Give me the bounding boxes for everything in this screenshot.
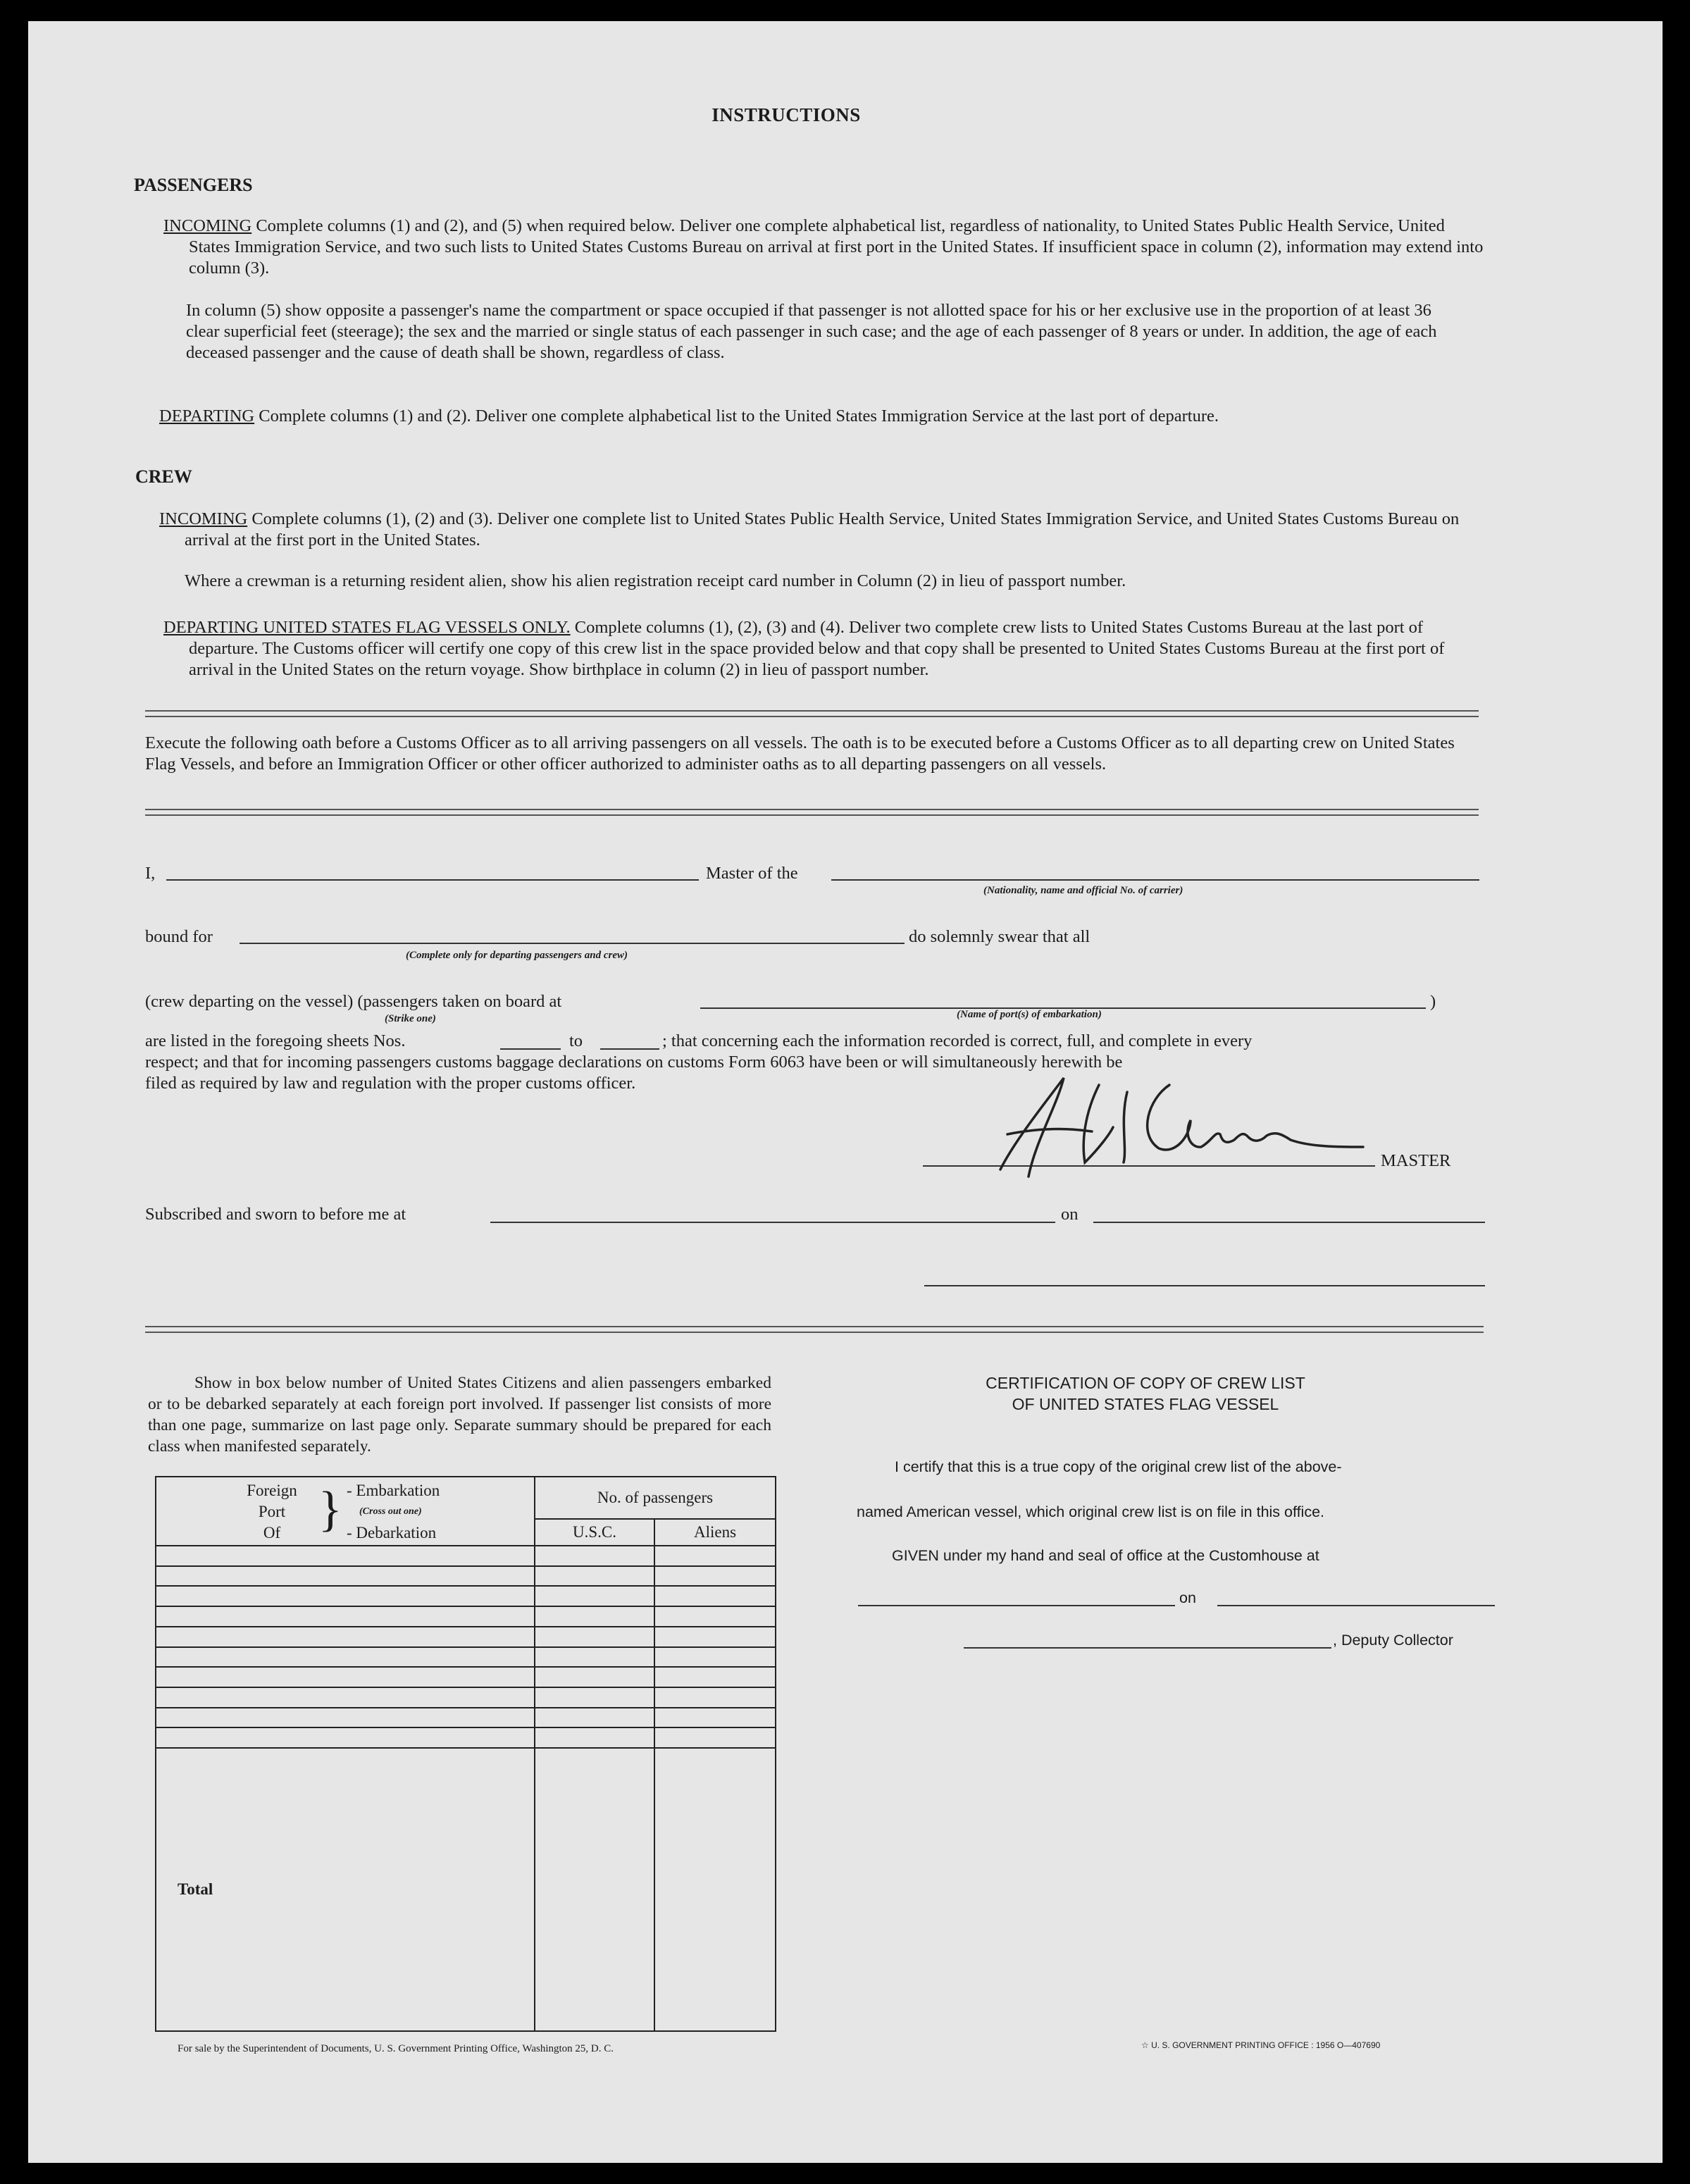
table-row [156, 1708, 776, 1728]
usc-header: U.S.C. [535, 1519, 654, 1546]
listed-prefix: are listed in the foregoing sheets Nos. [145, 1031, 406, 1050]
cert-title-2: OF UNITED STATES FLAG VESSEL [1012, 1395, 1279, 1413]
usc-cell[interactable] [535, 1566, 654, 1587]
customhouse-field[interactable] [858, 1605, 1175, 1606]
close-paren: ) [1430, 992, 1436, 1011]
port-caption: (Name of port(s) of embarkation) [957, 1009, 1102, 1020]
total-label: Total [156, 1748, 535, 2031]
passengers-heading: PASSENGERS [134, 175, 253, 195]
crew-departing [163, 617, 1485, 681]
passengers-incoming [163, 216, 1485, 279]
crew-resident: Where a crewman is a returning resident alien, show his alien registration receipt card number in Column (2) in lieu of passport number. [185, 571, 1126, 590]
carrier-field[interactable] [831, 879, 1479, 881]
form-page [28, 21, 1663, 2163]
port-cell[interactable] [156, 1586, 535, 1606]
port-cell[interactable] [156, 1708, 535, 1728]
port-cell[interactable] [156, 1566, 535, 1587]
aliens-cell[interactable] [654, 1708, 776, 1728]
total-usc-cell[interactable] [535, 1748, 654, 2031]
sworn-on-label: on [1061, 1205, 1079, 1224]
cert-line-2: named American vessel, which original crew list is on file in this office. [857, 1503, 1325, 1520]
divider [145, 809, 1479, 816]
no-passengers-header: No. of passengers [535, 1477, 776, 1519]
usc-cell[interactable] [535, 1647, 654, 1668]
col-of: Of [263, 1524, 281, 1541]
bound-for-caption: (Complete only for departing passengers and crew) [406, 950, 628, 961]
table-row [156, 1606, 776, 1627]
master-name-field[interactable] [166, 879, 699, 881]
table-row [156, 1566, 776, 1587]
port-cell[interactable] [156, 1687, 535, 1708]
total-aliens-cell[interactable] [654, 1748, 776, 2031]
crew-departing-label: (crew departing on the vessel) (passengers taken on board at [145, 992, 562, 1011]
table-row [156, 1687, 776, 1708]
deputy-label: , Deputy Collector [1333, 1632, 1453, 1649]
divider [145, 710, 1479, 717]
passengers-column5: In column (5) show opposite a passenger's name the compartment or space occupied if that passenger is not allotted space for his or her exclusive use in the proportion of at least 36 clear superficial feet (steerage); the sex and the married or single status of each passenger in such case; and the age of each passenger of 8 years or under. In addition, the age of each deceased passenger and the cause of death shall be shown, regardless of class. [186, 301, 1437, 362]
officer-signature-field[interactable] [924, 1285, 1485, 1286]
col-foreign: Foreign [247, 1482, 297, 1499]
passengers-incoming-label: INCOMING [163, 216, 252, 235]
usc-cell[interactable] [535, 1627, 654, 1647]
strike-caption: (Strike one) [385, 1013, 436, 1024]
passengers-departing-text: Complete columns (1) and (2). Deliver one complete alphabetical list to the United States Immigration Service at the last port of departure. [254, 407, 1219, 426]
usc-cell[interactable] [535, 1606, 654, 1627]
divider [145, 1326, 1484, 1333]
usc-cell[interactable] [535, 1586, 654, 1606]
col-port: Port [258, 1503, 286, 1520]
aliens-cell[interactable] [654, 1627, 776, 1647]
port-cell[interactable] [156, 1627, 535, 1647]
crew-incoming-label: INCOMING [159, 509, 248, 528]
carrier-caption: (Nationality, name and official No. of carrier) [983, 885, 1183, 896]
passengers-incoming-text: Complete columns (1) and (2), and (5) when required below. Deliver one complete alphabetical list, regardless of nationality, to United States Public Health Service, United States Immigration Service, and two such lists to United States Customs Bureau on arrival at first port in the United States. If insufficient space in column (2), information may extend into column (3). [189, 216, 1484, 278]
table-row [156, 1546, 776, 1566]
usc-cell[interactable] [535, 1687, 654, 1708]
port-cell[interactable] [156, 1606, 535, 1627]
footer-sale: For sale by the Superintendent of Documents, U. S. Government Printing Office, Washington 25, D. C. [178, 2043, 614, 2054]
subscribed-label: Subscribed and sworn to before me at [145, 1205, 406, 1224]
table-row [156, 1727, 776, 1748]
total-row [156, 1748, 776, 2031]
crew-incoming-text: Complete columns (1), (2) and (3). Deliver one complete list to United States Public Health Service, United States Immigration Service, and United States Customs Bureau on arrival at the first port in the United States. [185, 509, 1460, 550]
swear-label: do solemnly swear that all [909, 927, 1091, 946]
bound-for-field[interactable] [240, 943, 905, 944]
usc-cell[interactable] [535, 1667, 654, 1687]
listed-line3: filed as required by law and regulation with the proper customs officer. [145, 1074, 636, 1093]
crew-departing-text: Complete columns (1), (2), (3) and (4). Deliver two complete crew lists to United States Customs Bureau at the last port of departure. The Customs officer will certify one copy of this crew list in the space provided below and that copy shall be presented to United States Customs Bureau at the first port of arrival in the United States on the return voyage. Show birthplace in column (2) in lieu of passport number. [189, 618, 1445, 679]
page-title: INSTRUCTIONS [712, 104, 861, 125]
port-cell[interactable] [156, 1546, 535, 1566]
cert-title-1: CERTIFICATION OF COPY OF CREW LIST [986, 1374, 1305, 1392]
oath-instruction: Execute the following oath before a Customs Officer as to all arriving passengers on all vessels. The oath is to be executed before a Customs Officer as to all departing crew on United States Flag Vessels, and before an Immigration Officer or other officer authorized to administer oaths as to all departing passengers on all vessels. [145, 733, 1455, 774]
listed-to: to [569, 1031, 583, 1050]
table-row [156, 1667, 776, 1687]
deputy-signature-field[interactable] [964, 1647, 1331, 1649]
oath-i-label: I, [145, 864, 156, 883]
passengers-departing [159, 406, 1488, 427]
port-cell[interactable] [156, 1727, 535, 1748]
crew-departing-label: DEPARTING UNITED STATES FLAG VESSELS ONLY. [163, 618, 571, 637]
col-cross: (Cross out one) [359, 1506, 422, 1517]
sheet-to-field[interactable] [600, 1048, 659, 1050]
listed-line2: respect; and that for incoming passengers customs baggage declarations on customs Form 6063 have been or will simultaneously herewith be [145, 1053, 1123, 1072]
table-row [156, 1586, 776, 1606]
cert-on-label: on [1179, 1589, 1196, 1606]
aliens-cell[interactable] [654, 1566, 776, 1587]
table-row [156, 1627, 776, 1647]
port-cell[interactable] [156, 1667, 535, 1687]
aliens-cell[interactable] [654, 1667, 776, 1687]
crew-incoming [159, 509, 1488, 551]
aliens-cell[interactable] [654, 1586, 776, 1606]
port-cell[interactable] [156, 1647, 535, 1668]
sworn-date-field[interactable] [1093, 1222, 1485, 1223]
col-debark: - Debarkation [347, 1524, 437, 1541]
bound-for-label: bound for [145, 927, 213, 946]
passengers-departing-label: DEPARTING [159, 407, 255, 426]
cert-given: GIVEN under my hand and seal of office at the Customhouse at [892, 1547, 1319, 1564]
usc-cell[interactable] [535, 1546, 654, 1566]
summary-intro: Show in box below number of United States Citizens and alien passengers embarked or to be debarked separately at each foreign port involved. If passenger list consists of more than one page, summarize on last page only. Separate summary should be prepared for each class when manifested separately. [148, 1374, 771, 1456]
master-of-the-label: Master of the [706, 864, 798, 883]
col-embark: - Embarkation [347, 1482, 440, 1499]
footer-gpo: ☆ U. S. GOVERNMENT PRINTING OFFICE : 1956 O—407690 [1141, 2040, 1381, 2050]
port-header [156, 1477, 535, 1546]
aliens-cell[interactable] [654, 1647, 776, 1668]
passenger-summary-table [155, 1476, 776, 2032]
crew-heading: CREW [135, 466, 192, 487]
aliens-cell[interactable] [654, 1546, 776, 1566]
brace: } [318, 1482, 342, 1537]
aliens-cell[interactable] [654, 1606, 776, 1627]
handwritten-signature [958, 1064, 1367, 1191]
master-label: MASTER [1381, 1151, 1451, 1170]
aliens-cell[interactable] [654, 1727, 776, 1748]
cert-date-field[interactable] [1217, 1605, 1495, 1606]
aliens-cell[interactable] [654, 1687, 776, 1708]
usc-cell[interactable] [535, 1727, 654, 1748]
usc-cell[interactable] [535, 1708, 654, 1728]
sheet-from-field[interactable] [500, 1048, 561, 1050]
sworn-location-field[interactable] [490, 1222, 1055, 1223]
table-row [156, 1647, 776, 1668]
cert-line-1: I certify that this is a true copy of the original crew list of the above- [895, 1458, 1342, 1475]
aliens-header: Aliens [654, 1519, 776, 1546]
listed-rest: ; that concerning each the information recorded is correct, full, and complete in every [662, 1031, 1253, 1050]
